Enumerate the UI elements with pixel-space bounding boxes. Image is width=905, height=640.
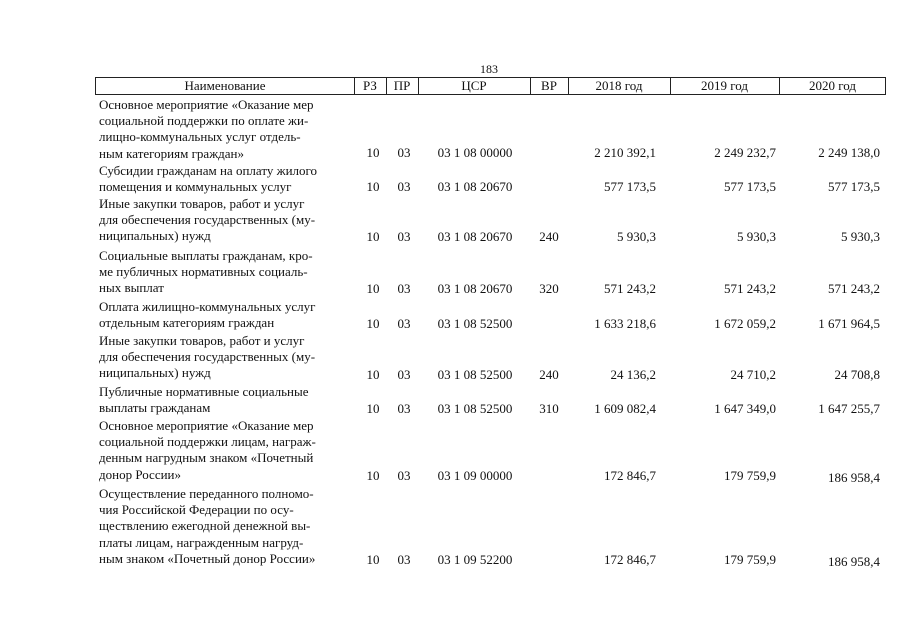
row-name: Субсидии гражданам на оплату жилого помещения и коммунальных услуг (99, 163, 318, 195)
row-rz: 10 (366, 179, 380, 194)
row-2020: 2 249 138,0 (818, 145, 880, 160)
row-csr: 03 1 08 20670 (437, 281, 513, 296)
row-2020: 577 173,5 (828, 179, 880, 194)
row-csr: 03 1 08 52500 (437, 316, 513, 331)
row-2020: 571 243,2 (828, 281, 880, 296)
row-name: Основное мероприятие «Оказание мер социальной поддержки лицам, награж- денным нагрудным знаком «Почетный донор России» (99, 418, 316, 482)
row-rz: 10 (366, 229, 380, 244)
row-rz: 10 (366, 552, 380, 567)
row-2019: 577 173,5 (724, 179, 776, 194)
row-2020: 5 930,3 (841, 229, 880, 244)
header-2018: 2018 год (595, 78, 643, 93)
row-name: Публичные нормативные социальные выплаты гражданам (99, 384, 309, 416)
row-csr: 03 1 08 52500 (437, 367, 513, 382)
row-pr: 03 (397, 179, 411, 194)
row-vr: 240 (539, 229, 559, 244)
row-csr: 03 1 08 20670 (437, 229, 513, 244)
header-vr: ВР (541, 78, 557, 93)
row-csr: 03 1 08 20670 (437, 179, 513, 194)
row-rz: 10 (366, 401, 380, 416)
row-2018: 1 633 218,6 (594, 316, 656, 331)
header-rz: РЗ (363, 78, 377, 93)
row-vr: 240 (539, 367, 559, 382)
row-csr: 03 1 09 00000 (437, 468, 513, 483)
row-pr: 03 (397, 367, 411, 382)
row-2020: 1 647 255,7 (818, 401, 880, 416)
row-rz: 10 (366, 316, 380, 331)
row-vr: 310 (539, 401, 559, 416)
row-2019: 571 243,2 (724, 281, 776, 296)
row-2018: 571 243,2 (604, 281, 656, 296)
row-2019: 179 759,9 (724, 552, 776, 567)
row-name: Оплата жилищно-коммунальных услуг отдельным категориям граждан (99, 299, 316, 331)
row-pr: 03 (397, 281, 411, 296)
row-rz: 10 (366, 281, 380, 296)
row-2018: 2 210 392,1 (594, 145, 656, 160)
page-number: 183 (480, 62, 498, 76)
row-2019: 24 710,2 (730, 367, 776, 382)
header-pr: ПР (393, 78, 411, 93)
row-rz: 10 (366, 468, 380, 483)
header-2019: 2019 год (701, 78, 748, 93)
row-2020: 24 708,8 (834, 367, 880, 382)
row-csr: 03 1 08 52500 (437, 401, 513, 416)
row-2020: 186 958,4 (828, 470, 880, 485)
row-rz: 10 (366, 367, 380, 382)
row-name: Иные закупки товаров, работ и услуг для обеспечения государственных (му- ниципальных) нужд (99, 196, 316, 244)
row-2018: 577 173,5 (604, 179, 656, 194)
row-name: Иные закупки товаров, работ и услуг для обеспечения государственных (му- ниципальных) нужд (99, 333, 316, 381)
row-pr: 03 (397, 229, 411, 244)
row-name: Основное мероприятие «Оказание мер социальной поддержки по оплате жи- лищно-коммунальных услуг отдель- ным категориям граждан» (99, 97, 314, 161)
row-vr: 320 (539, 281, 559, 296)
header-csr: ЦСР (461, 78, 487, 93)
row-pr: 03 (397, 552, 411, 567)
row-2019: 1 647 349,0 (714, 401, 776, 416)
row-2020: 1 671 964,5 (818, 316, 880, 331)
row-csr: 03 1 08 00000 (437, 145, 513, 160)
row-2018: 172 846,7 (604, 468, 656, 483)
row-rz: 10 (366, 145, 380, 160)
row-name: Социальные выплаты гражданам, кро- ме публичных нормативных социаль- ных выплат (99, 248, 313, 296)
row-2019: 179 759,9 (724, 468, 776, 483)
row-2018: 24 136,2 (610, 367, 656, 382)
row-csr: 03 1 09 52200 (437, 552, 513, 567)
row-2018: 172 846,7 (604, 552, 656, 567)
row-2019: 2 249 232,7 (714, 145, 776, 160)
row-2019: 5 930,3 (737, 229, 776, 244)
row-pr: 03 (397, 316, 411, 331)
row-2019: 1 672 059,2 (714, 316, 776, 331)
row-pr: 03 (397, 145, 411, 160)
header-2020: 2020 год (809, 78, 856, 93)
row-2020: 186 958,4 (828, 554, 880, 569)
header-name: Наименование (184, 78, 266, 93)
row-pr: 03 (397, 468, 411, 483)
row-pr: 03 (397, 401, 411, 416)
row-2018: 5 930,3 (617, 229, 656, 244)
table-header (95, 77, 886, 95)
row-name: Осуществление переданного полномо- чия Российской Федерации по осу- ществлению ежегодной денежной вы- платы лицам, награжденным нагруд- ным знаком «Почетный донор России» (99, 486, 316, 566)
row-2018: 1 609 082,4 (594, 401, 656, 416)
